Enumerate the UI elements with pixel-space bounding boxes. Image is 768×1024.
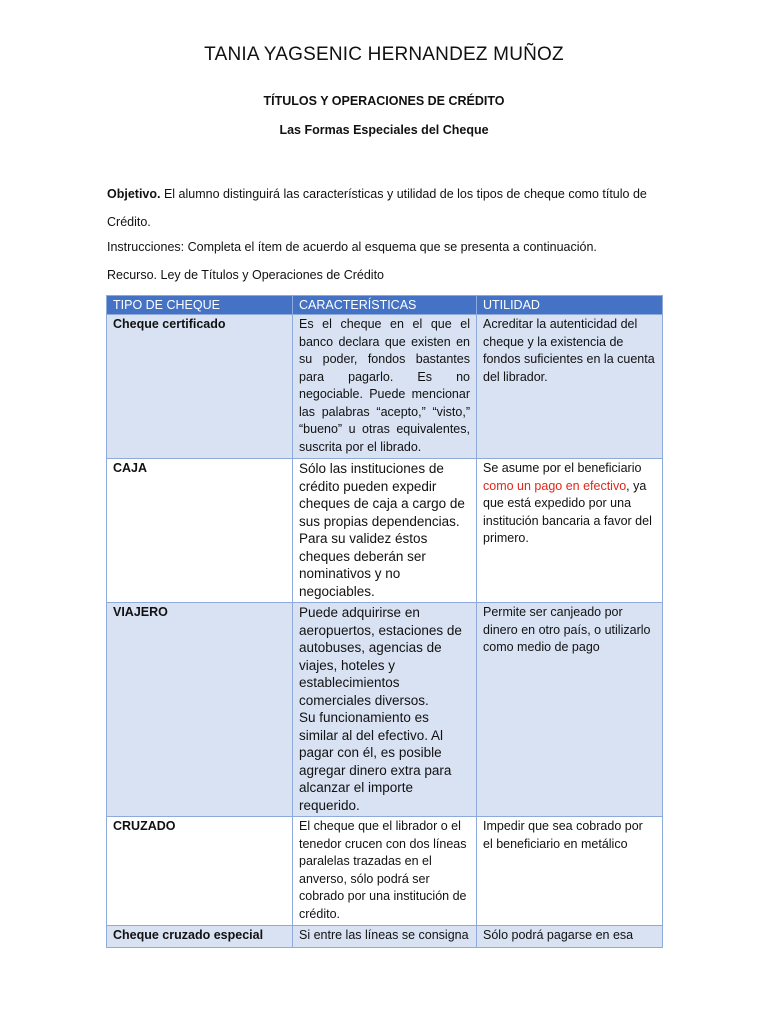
cell-utilidad: Permite ser canjeado por dinero en otro país, o utilizarlo como medio de pago (477, 603, 663, 817)
instructions-paragraph: Instrucciones: Completa el ítem de acuerdo al esquema que se presenta a continuación. (107, 240, 597, 254)
table-header-row (107, 296, 663, 315)
table-row (107, 603, 663, 817)
cell-tipo: VIAJERO (107, 603, 293, 817)
cell-utilidad (477, 459, 663, 603)
cell-tipo: Cheque cruzado especial (107, 926, 293, 948)
cell-tipo: CAJA (107, 459, 293, 603)
caracteristicas-line: Su funcionamiento es similar al del efectivo. Al pagar con él, es posible agregar dinero extra para alcanzar el importe requerido. (299, 710, 452, 813)
cell-tipo: CRUZADO (107, 817, 293, 926)
header-caracteristicas: CARACTERÍSTICAS (293, 296, 477, 315)
document-title: TÍTULOS Y OPERACIONES DE CRÉDITO (263, 94, 505, 108)
table-row (107, 926, 663, 948)
header-tipo: TIPO DE CHEQUE (107, 296, 293, 315)
utilidad-text: Se asume por el beneficiario (483, 461, 642, 475)
cell-caracteristicas: Sólo las instituciones de crédito pueden expedir cheques de caja a cargo de sus propias dependencias. Para su validez éstos cheques deberán ser nominativos y no negociables. (293, 459, 477, 603)
cell-tipo: Cheque certificado (107, 315, 293, 459)
objective-text: El alumno distinguirá las características y utilidad de los tipos de cheque como título de Crédito. (107, 187, 647, 229)
cell-utilidad: Impedir que sea cobrado por el beneficiario en metálico (477, 817, 663, 926)
resource-paragraph: Recurso. Ley de Títulos y Operaciones de Crédito (107, 268, 384, 282)
utilidad-text: , ya que está expedido por una institución bancaria a favor del primero. (483, 478, 652, 545)
cheque-types-table (106, 295, 663, 948)
cell-caracteristicas: El cheque que el librador o el tenedor crucen con dos líneas paralelas trazadas en el anverso, sólo podrá ser cobrado por una institución de crédito. (293, 817, 477, 926)
document-subtitle: Las Formas Especiales del Cheque (279, 123, 489, 137)
table-row (107, 315, 663, 459)
table-row (107, 817, 663, 926)
author-name: TANIA YAGSENIC HERNANDEZ MUÑOZ (204, 44, 564, 65)
objective-paragraph (107, 180, 667, 236)
table-row (107, 459, 663, 603)
header-utilidad: UTILIDAD (477, 296, 663, 315)
cell-caracteristicas: Es el cheque en el que el banco declara que existen en su poder, fondos bastantes para pagarlo. Es no negociable. Puede mencionar las palabras “acepto,” “visto,” “bueno” u otras equivalentes, suscrita por el librado. (293, 315, 477, 459)
cell-utilidad: Acreditar la autenticidad del cheque y la existencia de fondos suficientes en la cuenta del librador. (477, 315, 663, 459)
highlighted-text: como un pago en efectivo (483, 478, 627, 493)
cell-caracteristicas: Si entre las líneas se consigna (293, 926, 477, 948)
caracteristicas-line: Puede adquirirse en aeropuertos, estaciones de autobuses, agencias de viajes, hoteles y establecimientos comerciales diversos. (299, 605, 462, 708)
cell-utilidad: Sólo podrá pagarse en esa (477, 926, 663, 948)
objective-label: Objetivo. (107, 187, 161, 201)
cell-caracteristicas (293, 603, 477, 817)
